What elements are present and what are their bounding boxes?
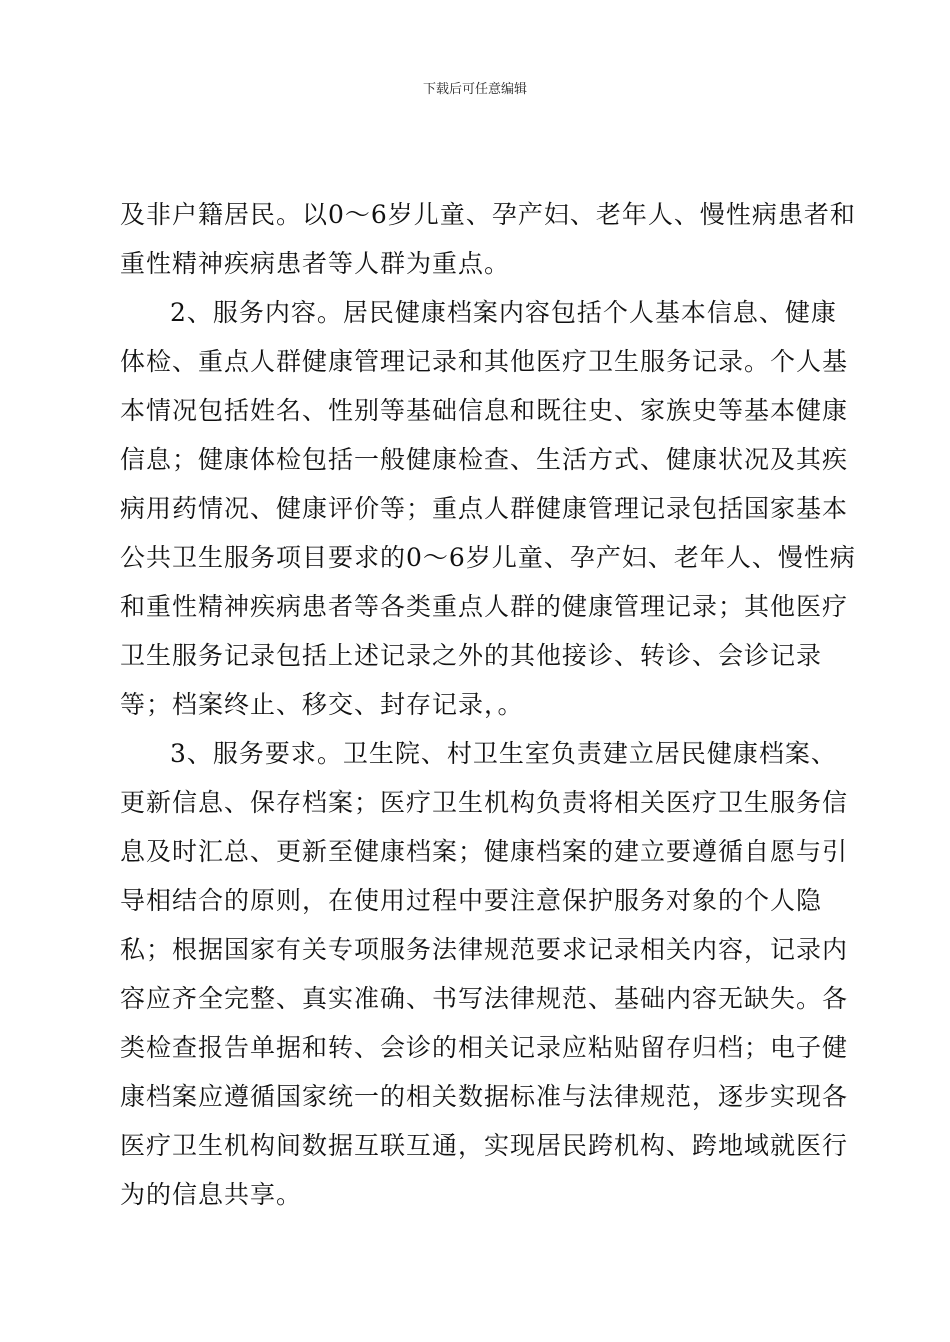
document-body	[120, 190, 856, 1219]
text-line: 重性精神疾病患者等人群为重点。	[120, 249, 511, 278]
text-line: 类检查报告单据和转、会诊的相关记录应粘贴留存归档；电子健	[120, 1033, 849, 1062]
text-line: 更新信息、保存档案；医疗卫生机构负责将相关医疗卫生服务信	[120, 788, 849, 817]
text-line: 公共卫生服务项目要求的0～6岁儿童、孕产妇、老年人、慢性病	[120, 543, 856, 572]
text-line: 康档案应遵循国家统一的相关数据标准与法律规范，逐步实现各	[120, 1082, 849, 1111]
text-line: 本情况包括姓名、性别等基础信息和既往史、家族史等基本健康	[120, 396, 849, 425]
text-line: 导相结合的原则，在使用过程中要注意保护服务对象的个人隐	[120, 886, 823, 915]
text-line: 及非户籍居民。以0～6岁儿童、孕产妇、老年人、慢性病患者和	[120, 200, 856, 229]
section-2-heading-line: 2、服务内容。居民健康档案内容包括个人基本信息、健康	[170, 298, 837, 327]
text-line: 医疗卫生机构间数据互联互通，实现居民跨机构、跨地域就医行	[120, 1131, 849, 1160]
text-line: 和重性精神疾病患者等各类重点人群的健康管理记录；其他医疗	[120, 592, 849, 621]
text-line: 息及时汇总、更新至健康档案；健康档案的建立要遵循自愿与引	[120, 837, 849, 866]
text-line: 等；档案终止、移交、封存记录，。	[120, 690, 524, 719]
text-line: 私；根据国家有关专项服务法律规范要求记录相关内容，记录内	[120, 935, 849, 964]
page-header: 下载后可任意编辑	[422, 82, 527, 97]
section-3-heading-line: 3、服务要求。卫生院、村卫生室负责建立居民健康档案、	[170, 739, 837, 768]
text-line: 病用药情况、健康评价等；重点人群健康管理记录包括国家基本	[120, 494, 849, 523]
text-line: 体检、重点人群健康管理记录和其他医疗卫生服务记录。个人基	[120, 347, 849, 376]
text-line: 容应齐全完整、真实准确、书写法律规范、基础内容无缺失。各	[120, 984, 849, 1013]
text-line: 卫生服务记录包括上述记录之外的其他接诊、转诊、会诊记录	[120, 641, 823, 670]
text-line: 信息；健康体检包括一般健康检查、生活方式、健康状况及其疾	[120, 445, 849, 474]
text-line: 为的信息共享。	[120, 1180, 303, 1209]
